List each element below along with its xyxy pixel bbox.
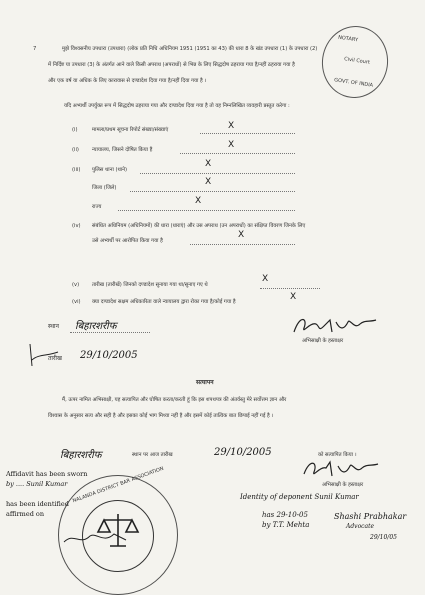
item-label-i: मामला/प्रथम सूचना रिपोर्ट संख्या/संख्याएं <box>92 127 169 133</box>
item-label-v: तारीख (तारीखें) जिनको दण्डादेश सुनाया गया था/सुनाए गए थे <box>92 282 208 288</box>
item-label-ii: न्यायालय, जिसने दोषित किया है <box>92 147 153 153</box>
deponent-label: अभिसाक्षी के हस्ताक्षर <box>302 338 344 344</box>
cross-mark-v: X <box>262 274 269 284</box>
advocate-date: 29/10/05 <box>370 534 397 541</box>
verification-heading: सत्यापन <box>196 379 214 386</box>
verification-line1: मैं, ऊपर नामित अभिसाक्षी, यह सत्यापित और घोषित करता/करती हूं कि इस शपथपत्र की अंतर्वस्तु मेरे सर्वोत्तम ज्ञान और <box>62 397 287 403</box>
place-value: बिहारशरीफ <box>75 321 117 332</box>
item-num-iii: (iii) <box>72 167 81 173</box>
item-label-iv-2: उसे अभ्यर्थी पर आरोपित किया गया है <box>92 238 163 244</box>
item-line-v <box>260 288 320 289</box>
para7-line2: में निर्दिष्ट या उपधारा (3) के अंतर्गत आने वाले किसी अपराध (अपराधों) से भिन्न के लिए सिद्धदोष ठहराया गया है/नहीं ठहराया गया है <box>48 62 295 68</box>
item-label-iii: पुलिस थाना (थाने) <box>92 167 128 173</box>
advocate-name: Shashi Prabhakar <box>334 512 407 521</box>
verify-place-suffix: स्थान पर आज तारीख <box>132 452 173 458</box>
stamp-top-text: NOTARY <box>337 34 359 44</box>
date-value: 29/10/2005 <box>80 350 138 361</box>
item-num-i: (i) <box>72 127 78 133</box>
identity-note: Identity of deponent Sunil Kumar <box>240 493 359 501</box>
cross-mark-iv: X <box>238 230 245 240</box>
item-line-district <box>130 191 295 192</box>
affidavit-line3: has been identified <box>6 500 69 508</box>
stamp-bottom-text: GOVT. OF INDIA <box>333 77 374 89</box>
place-label: स्थान <box>48 323 59 330</box>
advocate-title: Advocate <box>346 523 375 530</box>
margin-mark <box>24 340 64 370</box>
item-line-i <box>200 133 295 134</box>
item-num-vi: (vi) <box>72 299 81 305</box>
item-num-iv: (iv) <box>72 223 81 229</box>
item-line-state <box>118 210 295 211</box>
affidavit-line1: Affidavit has been sworn <box>6 470 88 478</box>
para7-line1: मुझे विश्वसनीय उपधारा (उपधारा) (लोक प्रति निधि अधिनियम 1951 (1951 का 43) की धारा 8 के खंड उपधारा (1) के उपधारा (2) <box>62 46 318 52</box>
cross-mark-district: X <box>205 177 212 187</box>
identity-note-3: by T.T. Mehta <box>262 521 310 529</box>
verify-signature <box>300 456 380 482</box>
item-num-ii: (ii) <box>72 147 79 153</box>
cross-mark-state: X <box>195 196 202 206</box>
para-number: 7 <box>33 46 37 52</box>
verification-line2: विश्वास के अनुसार सत्य और सही है और इसका कोई भाग मिथ्या नहीं है और इसमें कोई तात्विक बात छिपाई नहीं गई है । <box>48 413 274 419</box>
item-label-vi: क्या दण्डादेश सक्षम अधिकारिता वाले न्यायालय द्वारा रोका गया है/कोई गया है <box>92 299 236 305</box>
cross-mark-i: X <box>228 121 235 131</box>
verify-place-value: बिहारशरीफ <box>60 450 102 461</box>
seal-ring-text: NALANDA DISTRICT BAR ASSOCIATION <box>71 465 165 505</box>
item-num-v: (v) <box>72 282 80 288</box>
item-label-district: जिला (जिले) <box>92 185 117 191</box>
item-label-state: राज्य <box>92 204 102 210</box>
affidavit-line2: by .... Sunil Kumar <box>6 480 68 488</box>
deponent-signature <box>290 312 380 340</box>
verify-date-value: 29/10/2005 <box>214 447 272 458</box>
para7-line3: और एक वर्ष या अधिक के लिए कारावास से दण्डादेश दिया गया है/नहीं दिया गया है । <box>48 78 207 84</box>
stamp-mid-text: Civil Court <box>343 56 371 66</box>
item-line-ii <box>180 153 295 154</box>
affidavit-line4: affirmed on <box>6 510 45 518</box>
verify-month-suffix: को सत्यापित किया । <box>318 452 357 458</box>
bottom-scribble <box>60 528 130 548</box>
cross-mark-ii: X <box>228 140 235 150</box>
verify-deponent-label: अभिसाक्षी के हस्ताक्षर <box>322 482 364 488</box>
date-label: तारीख <box>48 355 62 362</box>
cross-mark-iii: X <box>205 159 212 169</box>
item-line-iii <box>140 173 295 174</box>
cross-mark-vi: X <box>290 292 297 302</box>
para7-line4: यदि अभ्यर्थी उपर्युक्त रूप में सिद्धदोष ठहराया गया और दण्डादेश दिया गया है तो वह निम्नलिखित व्यवहारी प्रस्तुत करेगा : <box>64 103 290 109</box>
identity-note-2: has 29-10-05 <box>262 511 308 519</box>
place-line <box>70 332 150 333</box>
item-line-iv <box>190 244 295 245</box>
item-label-iv: संबंधित अधिनियम (अधिनियमों) की धारा (धाराएं) और उस अपराध (उन अपराधों) का संक्षिप्त विवरण जिनके लिए <box>92 223 306 229</box>
